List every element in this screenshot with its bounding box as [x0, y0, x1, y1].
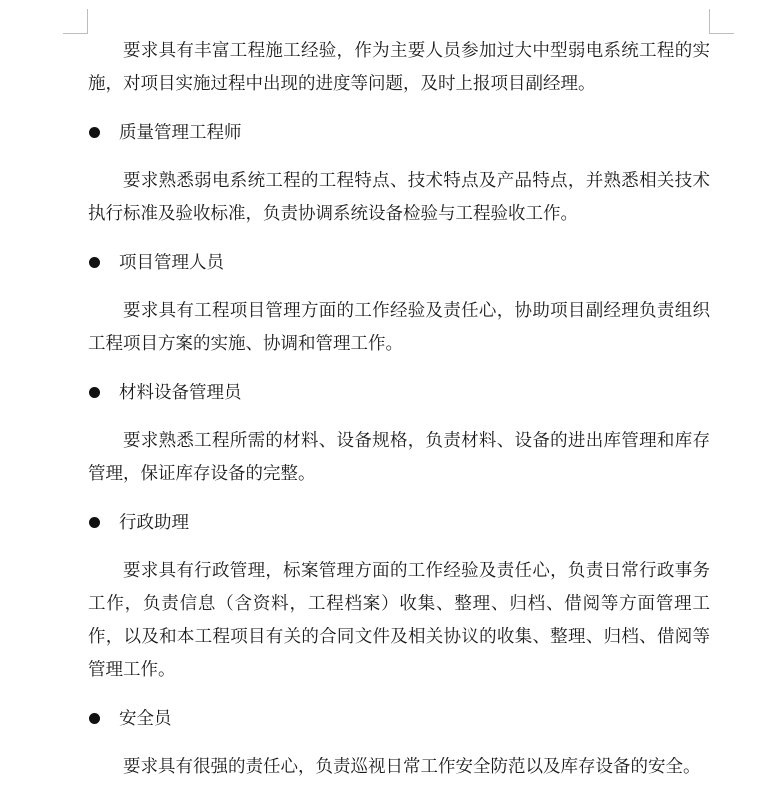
- section-heading: [88, 117, 710, 150]
- bullet-icon: [89, 517, 100, 528]
- paragraph: 要求具有行政管理，标案管理方面的工作经验及责任心，负责日常行政事务工作，负责信息（含资料，工程档案）收集、整理、归档、借阅等方面管理工作，以及和本工程项目有关的合同文件及相关协议的收集、整理、归档、借阅等管理工作。: [88, 561, 710, 680]
- bullet-icon: [89, 127, 100, 138]
- paragraph: 要求具有工程项目管理方面的工作经验及责任心，协助项目副经理负责组织工程项目方案的实施、协调和管理工作。: [88, 301, 710, 354]
- section-heading-text: 项目管理人员: [119, 253, 224, 273]
- document-body: [88, 35, 710, 784]
- paragraph: 要求熟悉工程所需的材料、设备规格，负责材料、设备的进出库管理和库存管理，保证库存设备的完整。: [88, 431, 710, 484]
- section-heading-text: 行政助理: [119, 513, 189, 533]
- section-heading-text: 材料设备管理员: [119, 383, 242, 403]
- paragraph: 要求具有很强的责任心，负责巡视日常工作安全防范以及库存设备的安全。: [123, 757, 701, 777]
- paragraph: 要求具有丰富工程施工经验，作为主要人员参加过大中型弱电系统工程的实施，对项目实施过程中出现的进度等问题，及时上报项目副经理。: [88, 41, 710, 94]
- bullet-icon: [89, 387, 100, 398]
- section-heading: [88, 703, 710, 736]
- crop-mark-top-right: [709, 9, 734, 34]
- section-heading: [88, 377, 710, 410]
- section-heading-text: 安全员: [119, 709, 172, 729]
- bullet-icon: [89, 713, 100, 724]
- section-heading: [88, 247, 710, 280]
- bullet-icon: [89, 257, 100, 268]
- paragraph: 要求熟悉弱电系统工程的工程特点、技术特点及产品特点，并熟悉相关技术执行标准及验收标准，负责协调系统设备检验与工程验收工作。: [88, 171, 710, 224]
- section-heading: [88, 507, 710, 540]
- crop-mark-top-left: [63, 9, 88, 34]
- section-heading-text: 质量管理工程师: [119, 123, 242, 143]
